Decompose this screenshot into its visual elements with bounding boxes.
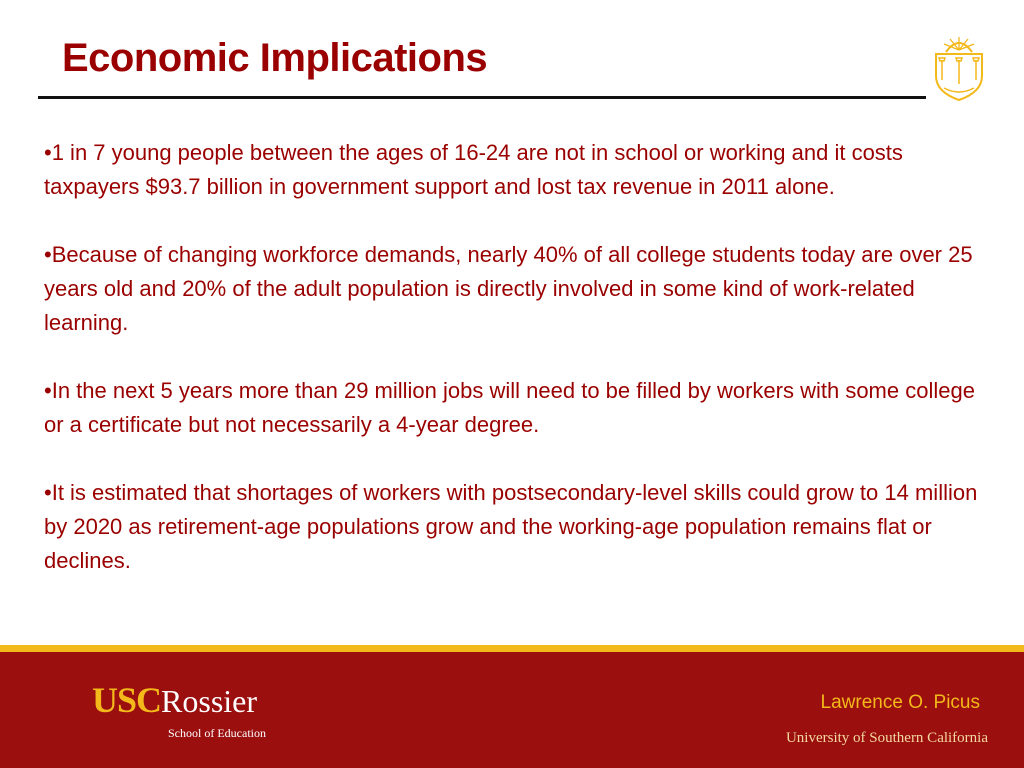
bullet-item: •It is estimated that shortages of workers with postsecondary-level skills could grow to 14 million by 2020 as retirement-age populations grow and the working-age population remains flat or declines. — [44, 480, 978, 573]
footer-gold-stripe — [0, 645, 1024, 652]
bullet-item: •In the next 5 years more than 29 million jobs will need to be filled by workers with some college or a certificate but not necessarily a 4-year degree. — [44, 378, 975, 437]
university-name: University of Southern California — [785, 730, 988, 746]
slide-title: Economic Implications — [62, 36, 488, 80]
bullet-item: •1 in 7 young people between the ages of 16-24 are not in school or working and it costs taxpayers $93.7 billion in government support and lost tax revenue in 2011 alone. — [44, 140, 903, 199]
bullet-item: •Because of changing workforce demands, nearly 40% of all college students today are over 25 years old and 20% of the adult population is directly involved in some kind of work-related learning. — [44, 242, 973, 335]
logo-usc-text: USC — [92, 680, 162, 720]
footer-bar — [0, 652, 1024, 768]
usc-seal-icon — [932, 34, 986, 102]
bullet-list — [44, 136, 984, 612]
logo-subtitle: School of Education — [168, 726, 266, 740]
usc-rossier-logo — [92, 682, 257, 718]
title-divider — [38, 96, 926, 99]
author-name: Lawrence O. Picus — [820, 692, 980, 713]
logo-rossier-text: Rossier — [161, 683, 258, 719]
